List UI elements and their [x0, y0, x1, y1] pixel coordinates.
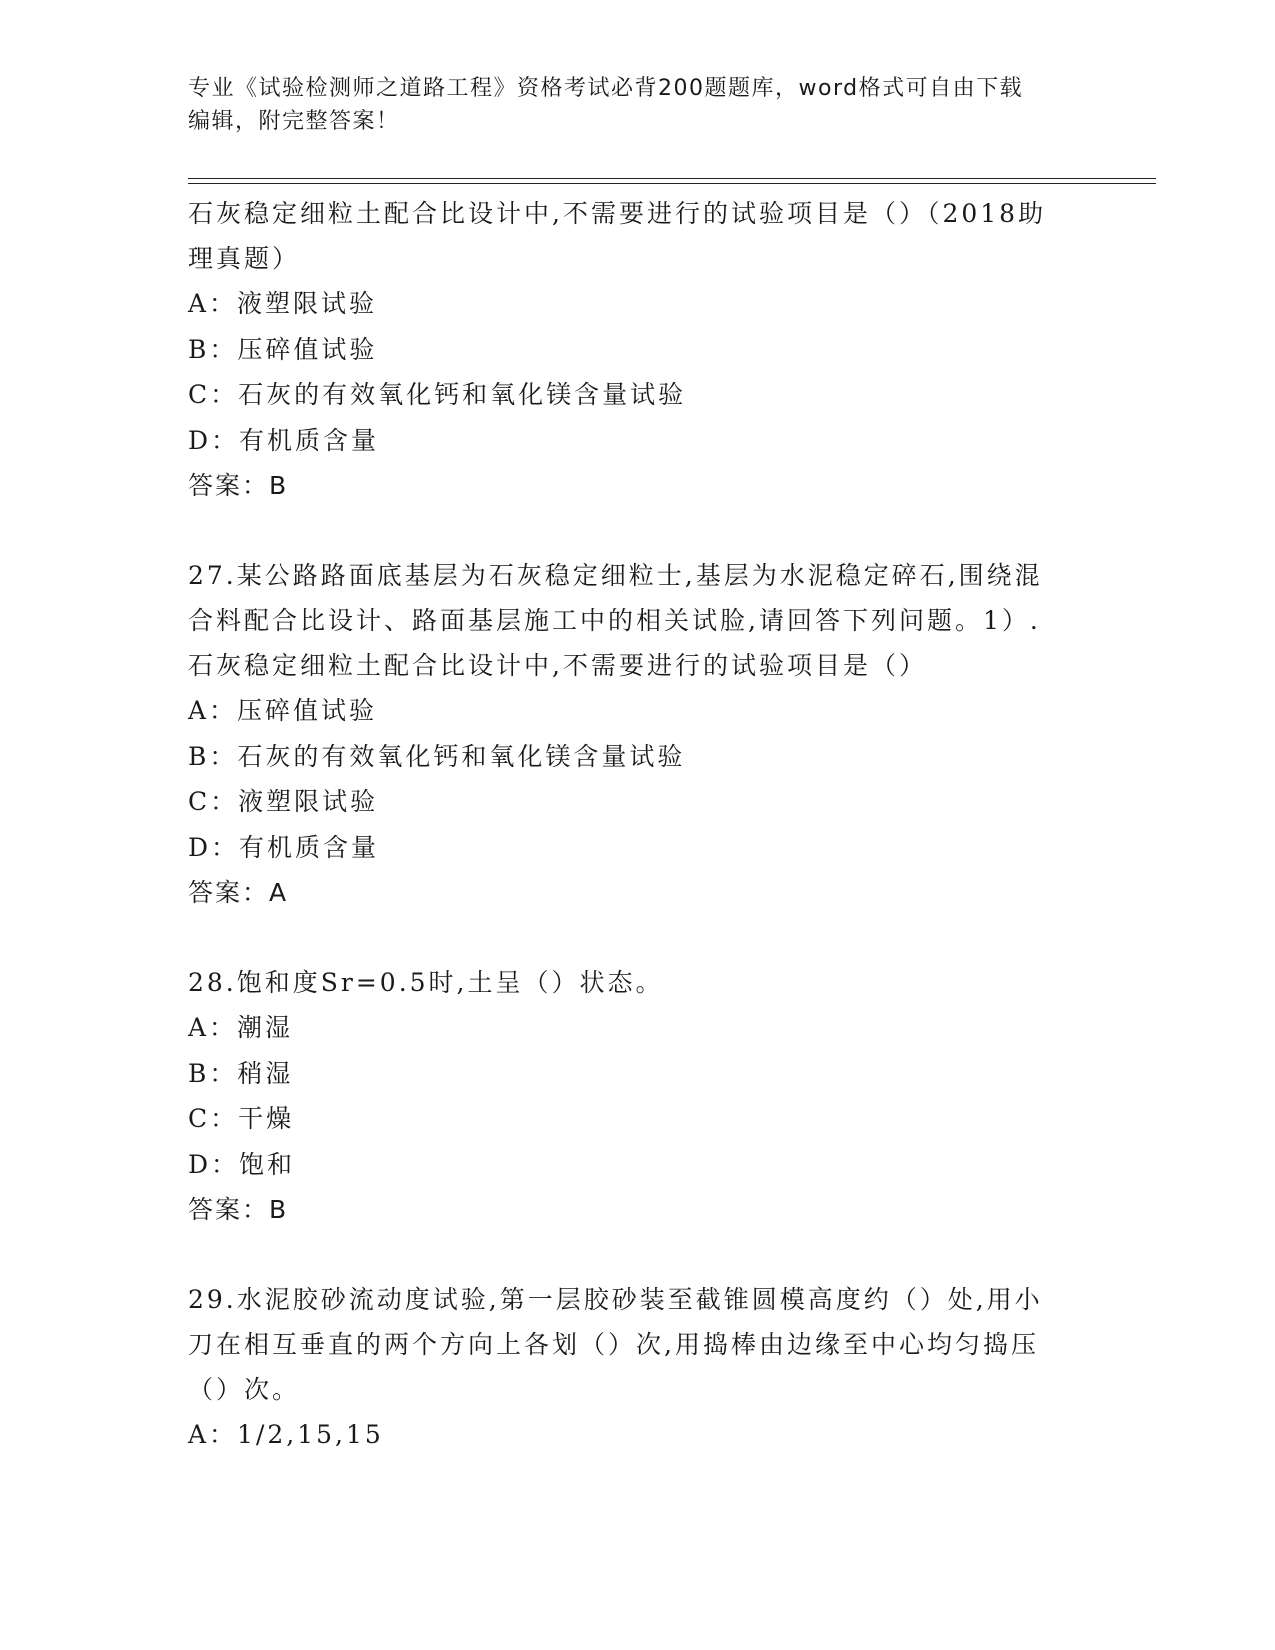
header-divider-top — [188, 178, 1156, 179]
option-c: C：干燥 — [188, 1104, 295, 1133]
option-a: A：潮湿 — [188, 1013, 294, 1042]
option-d: D：有机质含量 — [188, 832, 380, 862]
question-text-line: 理真题） — [188, 244, 301, 273]
option-c: C：液塑限试验 — [188, 787, 379, 816]
question-text-line: 28.饱和度Sr=0.5时,土呈（）状态。 — [188, 968, 664, 997]
question-block — [188, 1277, 1088, 1458]
question-block — [188, 191, 1088, 508]
header-divider-bottom — [188, 183, 1156, 184]
question-text-line: 29.水泥胶砂流动度试验,第一层胶砂装至截锥圆模高度约（）处,用小 — [188, 1285, 1043, 1314]
option-d: D：有机质含量 — [188, 425, 380, 455]
header-line-2: 编辑，附完整答案！ — [188, 109, 400, 134]
answer-line: 答案：B — [188, 1195, 289, 1224]
questions-list — [188, 191, 1088, 1458]
option-a: A：压碎值试验 — [188, 696, 378, 725]
header-line-1: 专业《试验检测师之道路工程》资格考试必背200题题库，word格式可自由下载 — [188, 76, 1024, 101]
question-text-line: 合料配合比设计、路面基层施工中的相关试脸,请回答下列问题。1）. — [188, 606, 1041, 635]
option-a: A：液塑限试验 — [188, 289, 378, 318]
answer-line: 答案：B — [188, 471, 289, 500]
option-c: C：石灰的有效氧化钙和氧化镁含量试验 — [188, 380, 687, 409]
question-text-line: 石灰稳定细粒土配合比设计中,不需要进行的试验项目是（） — [188, 651, 927, 680]
option-a: A：1/2,15,15 — [188, 1420, 384, 1449]
option-b: B：稍湿 — [188, 1058, 294, 1088]
answer-line: 答案：A — [188, 878, 289, 907]
question-text-line: （）次。 — [188, 1375, 301, 1404]
question-text-line: 石灰稳定细粒土配合比设计中,不需要进行的试验项目是（）（2018助 — [188, 199, 1047, 228]
document-header — [188, 72, 1068, 138]
question-block — [188, 553, 1088, 915]
question-text-line: 27.某公路路面底基层为石灰稳定细粒士,基层为水泥稳定碎石,围绕混 — [188, 561, 1043, 590]
option-b: B：压碎值试验 — [188, 334, 378, 364]
option-d: D：饱和 — [188, 1149, 296, 1179]
question-block — [188, 960, 1088, 1232]
question-text-line: 刀在相互垂直的两个方向上各划（）次,用捣棒由边缘至中心均匀捣压 — [188, 1330, 1039, 1359]
option-b: B：石灰的有效氧化钙和氧化镁含量试验 — [188, 741, 686, 771]
